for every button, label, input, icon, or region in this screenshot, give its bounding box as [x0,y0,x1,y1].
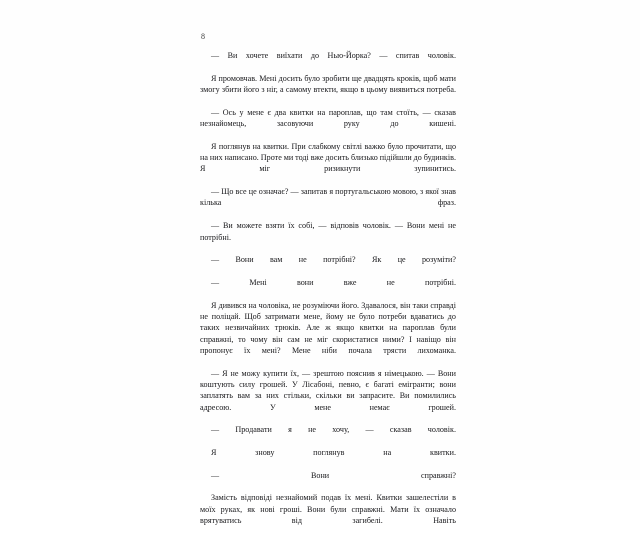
paragraph: — Вони вам не потрібні? Як це розуміти? [211,255,456,265]
page-number: 8 [201,32,206,41]
body-text-block [200,50,456,538]
paragraph: — Продавати я не хочу, — сказав чоловік. [211,425,456,435]
paragraph: — Я не можу купити їх, — зрештою пояснив я німецькою. — Вони коштують силу грошей. У Лісабоні, певно, є багаті емігранти; вони заплатять вам за них стільки, скільки ви запрасите. Ви помилились адресою. У мене немає грошей. [200,368,456,412]
paragraph: — Вони справжні? [211,470,456,480]
paragraph: — Що все це означає? — запитав я португальською мовою, з якої знав кілька фраз. [200,187,456,208]
paragraph: — Ви можете взяти їх собі, — відповів чоловік. — Вони мені не потрібні. [200,221,456,242]
paragraph: Я знову поглянув на квитки. [211,448,456,458]
paragraph: Я поглянув на квитки. При слабкому світлі важко було прочитати, що на них написано. Проте ми тоді вже досить близько підійшли до будинків. Я міг ризикнути зупинитись. [200,141,456,174]
paragraph: Я промовчав. Мені досить було зробити ще двадцять кроків, щоб мати змогу збити його з ніг, а самому втекти, якщо в цьому виявиться потреба. [200,73,456,95]
paragraph: — Мені вони вже не потрібні. [211,277,456,287]
paragraph: — Ви хочете виїхати до Нью-Йорка? — спитав чоловік. [211,51,456,60]
paragraph: Замість відповіді незнайомий подав їх мені. Квитки зашелестіли в моїх руках, як нові гроші. Вони були справжні. Мати їх означало врятуватись від загибелі. Навіть [200,493,456,526]
paragraph: — Ось у мене є два квитки на пароплав, що там стоїть, — сказав незнайомець, засовуючи руку до кишені. [200,107,456,129]
paragraph: Я дивився на чоловіка, не розуміючи його. Здавалося, він таки справді не поліцай. Щоб затримати мене, йому не було потреби вдаватись до таких незвичайних трюків. Але ж якщо квитки на пароплав були справжні, то чому він сам не міг скористатися ними? І навіщо він пропонує їх мені? Мене ніби почала трясти лихоманка. [200,300,456,355]
